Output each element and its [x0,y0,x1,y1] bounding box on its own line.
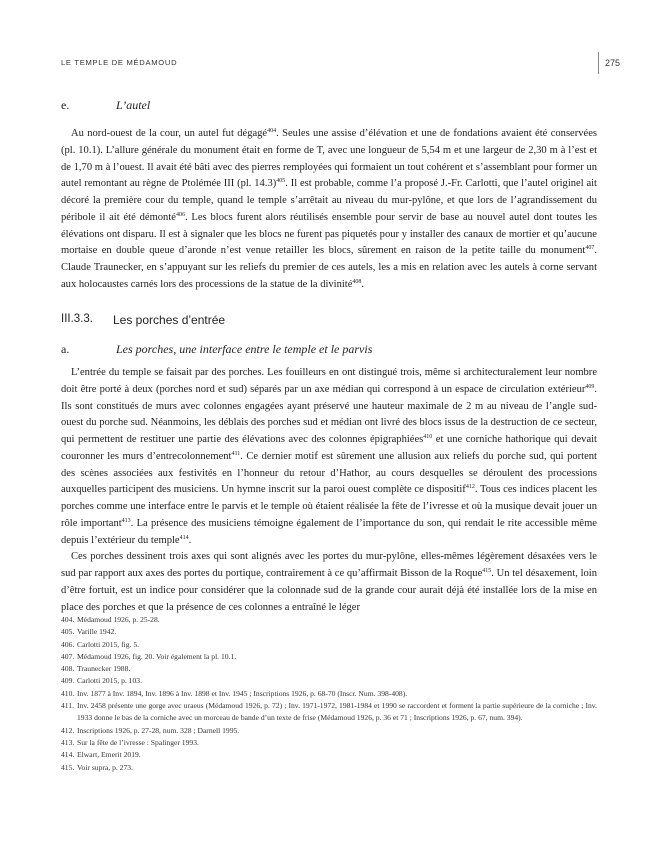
running-header: LE TEMPLE DE MÉDAMOUD [61,58,178,67]
footnote: 407. Médamoud 1926, fig. 20. Voir également la pl. 10.1. [61,651,237,661]
footnote: 410. Inv. 1877 à Inv. 1894, Inv. 1896 à Inv. 1898 et Inv. 1945 ; Inscriptions 1926, p. 68-70 (Inscr. Num. 398-408). [61,688,408,698]
footnote-ref: 415 [482,568,492,574]
footnote: 413. Sur la fête de l’ivresse : Spalinger 1993. [61,737,199,747]
header-divider [598,52,599,74]
footnote: 408. Traunecker 1988. [61,664,131,674]
footnote-ref: 408 [352,278,362,285]
footnote-ref: 412 [465,484,475,491]
footnote-ref: 405 [276,178,286,185]
page-number: 275 [605,58,621,68]
footnote-ref: 406 [175,211,185,218]
section-heading-number: III.3.3. [61,313,93,325]
paragraph-autel: Au nord-ouest de la cour, un autel fut dégagé$^{404}$. Seules une assise d’élévation et une de fondations avaient été conservées (pl. 10.1). L’allure générale du monument était en forme de T, avec une longueur de 5,54 m et une largeur de 2,30 m à l’est et de 1,70 m à l’ouest. Il avait été bâti avec des pierres remployées qui formaient un tout cohérent et s’assemblant pour former un autel remontant au règne de Ptolémée III (pl. 14.3)$^{405}$. Il est probable, comme l’a proposé J.-Fr. Carlotti, que l’autel originel ait décoré la première cour du temple, quand le temple s’arrêtait au niveau du mur-pylône, et que lors de l’agrandissement du péribole il ait été démonté$^{406}$. Les blocs furent alors réutilisés ensemble pour servir de base au nouvel autel dont toutes les élévations ont disparu. Il est à signaler que les blocs ne furent pas piquetés pour y installer des canaux de mortier et qu’aucune mortaise en double queue d’aronde n’est venue retailler les blocs, sûrement en raison de la petite taille du monument$^{407}$. Claude Traunecker, en s’appuyant sur les reliefs du premier de ces autels, les a mis en relation avec les autels à corne servant aux holocaustes carnés lors des processions de la statue de la divinité$^{408}$. [61,128,597,290]
subsection-a-letter: a. [61,342,70,356]
footnote: 404. Médamoud 1926, p. 25-28. [61,615,160,624]
paragraph-porches: L’entrée du temple se faisait par des porches. Les fouilleurs en ont distingué trois, même si architecturalement leur nombre doit être porté à deux (porches nord et sud) séparés par un axe médian qui correspond à un espace de circulation extérieur$^{409}$. Ils sont constitués de murs avec colonnes engagées ayant préservé une hauteur maximale de 2 m au niveau de l’angle sud-ouest du porche sud. Néanmoins, les déblais des porches sud et médian ont livré des blocs issus de la destruction de ce secteur, qui permettent de restituer une partie des élévations avec des colonnes épigraphiées$^{410}$ et une corniche hathorique qui devait couronner les murs d’entrecolonnement$^{411}$. Ce dernier motif est sûrement une allusion aux reliefs du porche sud, qui portent des scènes associées aux festivités en l’honneur du retour d’Hathor, au cours desquelles se déroulent des processions auxquelles participent des musiciens. Un hymne inscrit sur la paroi ouest complète ce dispositif$^{412}$. Tous ces indices placent les porches comme une interface entre le parvis et le temple où étaient réalisée la fête de l’ivresse et où la musique devait jouer un rôle important$^{413}$. La présence des musiciens témoigne également de l’importance du son, qui rendait le rite accessible même depuis l’extérieur du temple$^{414}$. Ces porches dessinent trois axes qui sont alignés avec les portes du mur-pylône, elles-mêmes légèrement désaxées vers le sud par rapport aux axes des portes du portique, contrairement à ce qu’affirmait Bisson de la Roque$^{415}$. Un tel désaxement, loin d’être fortuit, est un indice pour considérer que la colonnade sud de la grande cour aurait déjà été installée lors de la mise en place des porches et que la présence de ces colonnes a entraîné le léger [61,365,597,616]
footnotes [61,614,597,774]
footnote: 415. Voir supra, p. 273. [61,762,133,772]
footnote-ref: 414 [179,534,189,541]
footnote-ref: 407 [585,245,595,252]
footnote: 409. Carlotti 2015, p. 103. [61,676,142,686]
footnote-ref: 413 [121,517,131,524]
footnote-ref: 409 [585,383,595,390]
footnote: 414. Elwart, Emerit 2019. [61,750,141,760]
footnote-ref: 404 [267,128,277,134]
footnote: 405. Varille 1942. [61,627,117,637]
footnote: 406. Carlotti 2015, fig. 5. [61,639,140,649]
footnote-ref: 411 [231,450,241,457]
footnote-ref: 410 [423,434,433,440]
footnote: 412. Inscriptions 1926, p. 27-28, num. 328 ; Darnell 1995. [61,725,240,735]
subsection-a-title: Les porches, une interface entre le temple et le parvis [116,342,373,356]
section-heading-title: Les porches d’entrée [113,313,226,327]
section-e-letter: e. [61,98,70,112]
section-e-title: L’autel [116,98,151,112]
footnote: 411. Inv. 2458 présente une gorge avec uraeus (Médamoud 1926, p. 72) ; Inv. 1971-1972, 1981-1984 et 1990 se raccordent et forment la partie supérieure de la corniche ; Inv. 1933 donne le bas de la corniche avec un morceau de bande d’un texte de frise (Médamoud 1926, p. 36 et 71 ; Inscriptions 1926, p. 67, num. 394). [61,701,597,723]
paragraph-axes: Ces porches dessinent trois axes qui sont alignés avec les portes du mur-pylône, elles-mêmes légèrement désaxées vers le sud par rapport aux axes des portes du portique, contrairement à ce qu’affirmait Bisson de la Roque$^{415}$. Un tel désaxement, loin d’être fortuit, est un indice pour considérer que la colonnade sud de la grande cour aurait déjà été installée lors de la mise en place des porches et que la présence de ces colonnes a entraîné le léger [61,551,597,613]
